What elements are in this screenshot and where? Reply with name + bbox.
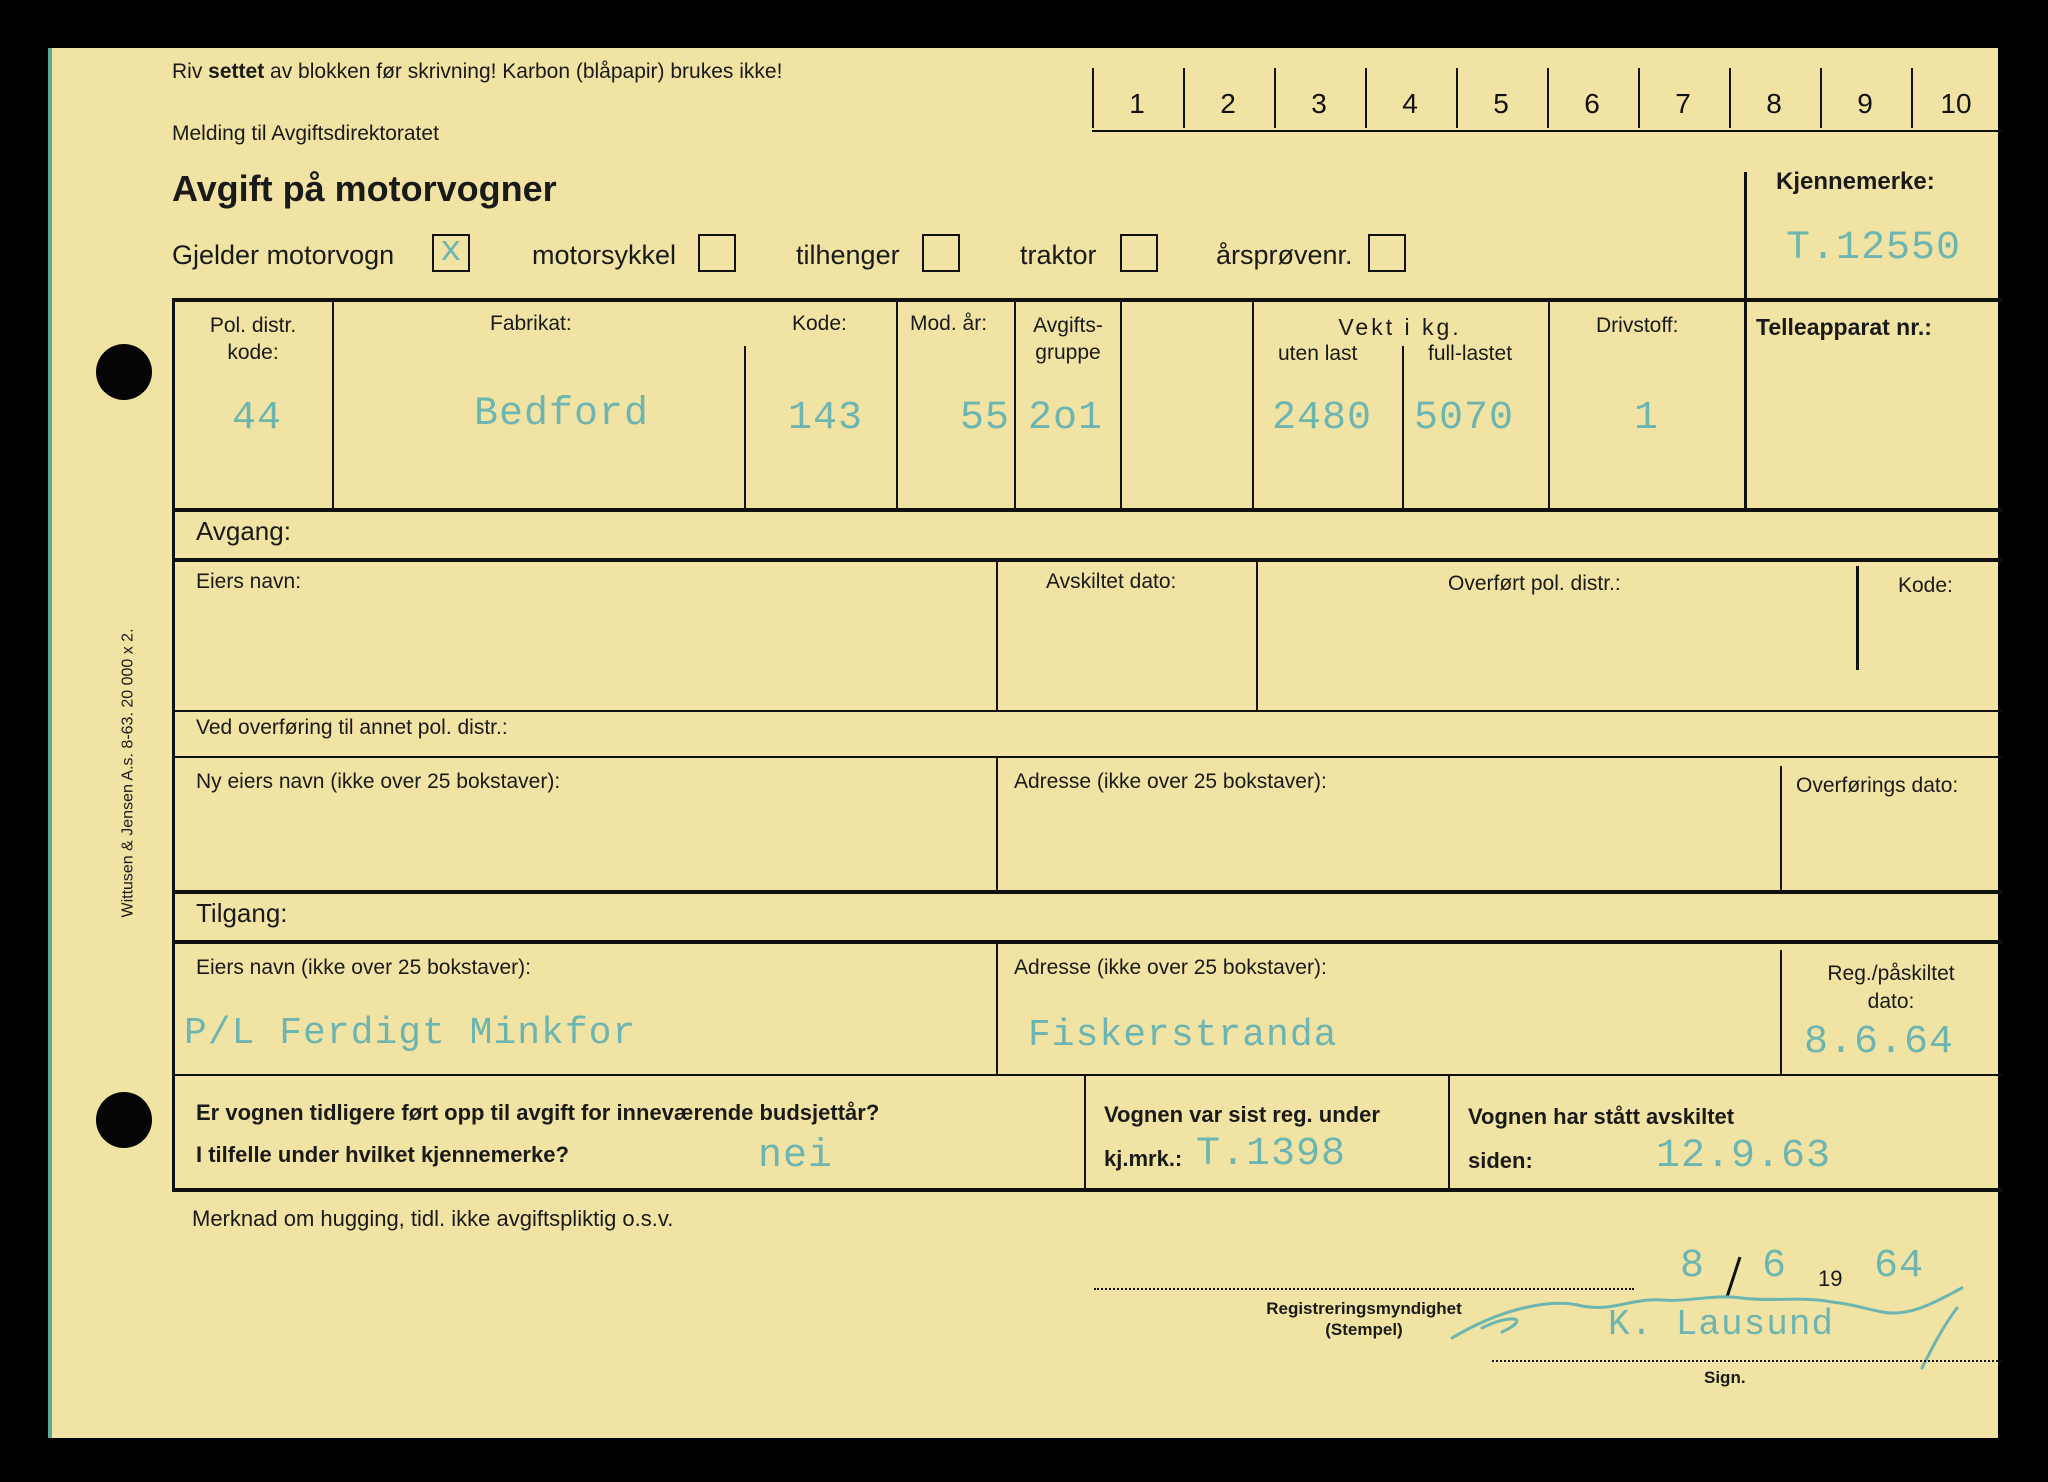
strip-number: 2 (1220, 88, 1236, 119)
tilgang-eiers-navn-value: P/L Ferdigt Minkfor (184, 1012, 637, 1055)
kode-label: Kode: (792, 312, 847, 335)
strip-number: 8 (1766, 88, 1782, 119)
strip-number: 6 (1584, 88, 1600, 119)
overfort-pol-distr-label: Overført pol. distr.: (1448, 572, 1621, 595)
full-lastet-label: full-lastet (1428, 342, 1513, 365)
question-1-answer: nei (758, 1134, 834, 1179)
merknad-label: Merknad om hugging, tidl. ikke avgiftspliktig o.s.v. (192, 1206, 674, 1231)
printer-note: Wittusen & Jensen A.s. 8-63. 20 000 x 2. (119, 628, 137, 918)
checkbox-tilhenger[interactable] (922, 234, 960, 272)
avskiltet-dato-label: Avskiltet dato: (1046, 570, 1177, 593)
overforings-dato-label: Overførings dato: (1796, 774, 1959, 797)
checkbox-traktor[interactable] (1120, 234, 1158, 272)
strip-number: 9 (1857, 88, 1873, 119)
label-traktor: traktor (1020, 240, 1097, 270)
label-motorsykkel: motorsykkel (532, 240, 677, 270)
avgiftsgruppe-label: Avgifts- gruppe (1033, 314, 1103, 364)
punch-hole-bottom (96, 1092, 152, 1148)
tilgang-adresse-label: Adresse (ikke over 25 bokstaver): (1014, 956, 1327, 979)
question-2-line-1: Vognen var sist reg. under (1104, 1102, 1380, 1127)
punch-hole-top (96, 344, 152, 400)
kode-value: 143 (788, 396, 864, 441)
page-title: Avgift på motorvogner (172, 168, 557, 209)
pol-distr-label: Pol. distr. kode: (209, 314, 297, 364)
tilgang-adresse-value: Fiskerstranda (1028, 1014, 1338, 1057)
ved-overforing-label: Ved overføring til annet pol. distr.: (196, 716, 508, 739)
uten-last-label: uten last (1278, 342, 1358, 365)
checkbox-arsprovenr[interactable] (1368, 234, 1406, 272)
question-3-line-1: Vognen har stått avskiltet (1468, 1104, 1735, 1129)
reg-dato-label: Reg./påskiltet dato: (1827, 962, 1955, 1013)
avgiftsgruppe-value: 2o1 (1028, 396, 1104, 441)
mod-ar-value: 55 (960, 396, 1011, 441)
checkbox-motorvogn[interactable]: x (432, 234, 470, 272)
signer-name: K. Lausund (1608, 1304, 1835, 1345)
kjennemerke-value: T.12550 (1786, 226, 1962, 271)
reg-dato-value: 8.6.64 (1804, 1020, 1955, 1065)
avgang-heading: Avgang: (196, 516, 291, 546)
question-2-line-2: kj.mrk.: (1104, 1146, 1183, 1171)
vehicle-type-row: Gjelder motorvogn (172, 240, 395, 270)
recipient: Melding til Avgiftsdirektoratet (172, 122, 439, 145)
form-card (48, 48, 1998, 1438)
date-year: 64 (1874, 1244, 1925, 1289)
question-2-answer: T.1398 (1196, 1132, 1347, 1177)
avgang-eiers-navn-label: Eiers navn: (196, 570, 302, 593)
instruction-text: Riv settet av blokken før skrivning! Karbon (blåpapir) brukes ikke! (172, 60, 783, 83)
ny-eiers-navn-label: Ny eiers navn (ikke over 25 bokstaver): (196, 770, 561, 793)
drivstoff-label: Drivstoff: (1596, 314, 1679, 337)
label-tilhenger: tilhenger (796, 240, 900, 270)
checkbox-motorsykkel[interactable] (698, 234, 736, 272)
strip-number: 5 (1493, 88, 1509, 119)
fabrikat-value: Bedford (474, 392, 650, 437)
drivstoff-value: 1 (1634, 396, 1660, 441)
label-arsprovenr: årsprøvenr. (1216, 240, 1353, 270)
full-lastet-value: 5070 (1414, 396, 1515, 441)
strip-number: 1 (1129, 88, 1145, 119)
tilgang-heading: Tilgang: (196, 898, 288, 928)
strip-number: 10 (1940, 88, 1972, 119)
registrering-label: Registreringsmyndighet (Stempel) (1266, 1299, 1462, 1339)
sign-label: Sign. (1704, 1368, 1746, 1387)
kjennemerke-label: Kjennemerke: (1776, 168, 1935, 195)
question-3-answer: 12.9.63 (1656, 1134, 1832, 1179)
avgang-kode-label: Kode: (1898, 574, 1953, 597)
mod-ar-label: Mod. år: (910, 312, 988, 335)
date-century: 19 (1818, 1266, 1843, 1291)
date-day: 8 (1680, 1244, 1706, 1289)
sign-line (1492, 1360, 2002, 1362)
strip-number: 4 (1402, 88, 1418, 119)
pol-distr-value: 44 (232, 396, 283, 441)
telleapparat-label: Telleapparat nr.: (1756, 314, 1932, 340)
date-month: 6 (1762, 1244, 1788, 1289)
fabrikat-label: Fabrikat: (490, 312, 572, 335)
avgang-adresse-label: Adresse (ikke over 25 bokstaver): (1014, 770, 1327, 793)
number-strip (1092, 68, 2002, 132)
tilgang-eiers-navn-label: Eiers navn (ikke over 25 bokstaver): (196, 956, 531, 979)
question-1-line-1: Er vognen tidligere ført opp til avgift for inneværende budsjettår? (196, 1100, 880, 1125)
question-3-line-2: siden: (1468, 1148, 1533, 1173)
vekt-label: Vekt i kg. (1338, 314, 1462, 340)
uten-last-value: 2480 (1272, 396, 1373, 441)
strip-number: 3 (1311, 88, 1327, 119)
strip-number: 7 (1675, 88, 1691, 119)
question-1-line-2: I tilfelle under hvilket kjennemerke? (196, 1142, 569, 1167)
